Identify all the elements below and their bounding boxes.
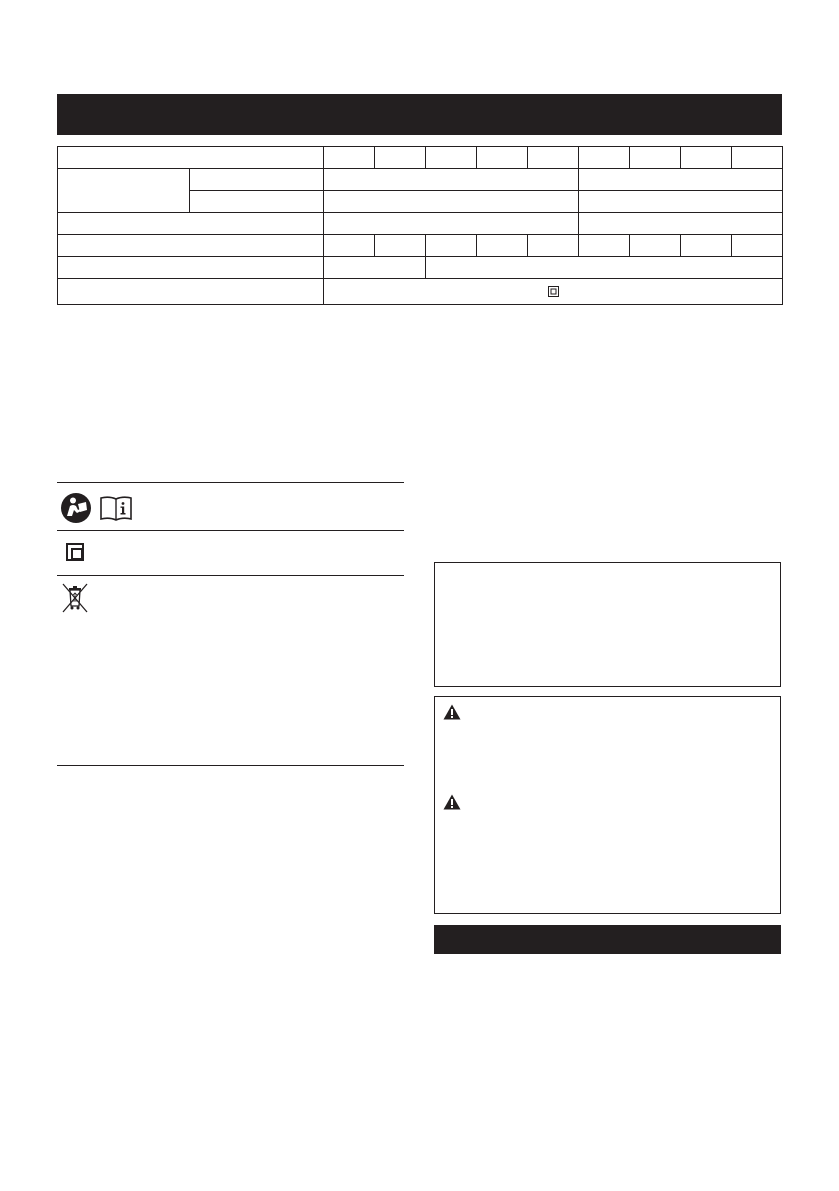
warning-triangle-icon [443,794,461,810]
double-insulation-icon [548,286,559,297]
value-cell [579,169,783,191]
model-cell [579,147,630,169]
value-cell [375,235,426,257]
table-row [58,147,783,169]
table-row [58,213,783,235]
value-cell [477,235,528,257]
value-cell [426,235,477,257]
section-heading-bar [434,925,781,954]
table-row [58,279,783,305]
value-cell [324,169,579,191]
table-row [58,257,783,279]
value-cell [579,235,630,257]
specifications-table [57,146,783,305]
symbols-divider [57,530,404,531]
speed-sub-label-cell [190,191,324,213]
read-manual-icon [60,492,140,524]
value-cell [528,235,579,257]
symbol-row-read-manual [60,492,140,524]
model-cell [732,147,783,169]
value-cell [630,235,681,257]
table-row [58,235,783,257]
warning-box [434,696,781,914]
double-insulation-icon [66,543,84,561]
value-cell [579,191,783,213]
notice-box [434,562,781,687]
weight-label-cell [58,257,324,279]
value-cell [324,191,579,213]
speed-sub-label-cell [190,169,324,191]
value-cell [426,257,783,279]
value-cell [732,235,783,257]
specifications-heading-bar [57,94,782,135]
model-cell [681,147,732,169]
model-cell [477,147,528,169]
value-cell [324,235,375,257]
speed-label-cell [58,169,190,213]
length-label-cell [58,235,324,257]
crossed-out-bin-icon [61,582,89,614]
model-cell [324,147,375,169]
symbols-top-rule [57,482,404,483]
model-cell [630,147,681,169]
symbols-divider [57,575,404,576]
capacity-label-cell [58,213,324,235]
safety-class-label-cell [58,279,324,305]
value-cell [324,213,579,235]
symbols-bottom-rule [57,765,404,766]
value-cell [579,213,783,235]
value-cell [681,235,732,257]
value-cell [324,257,426,279]
warning-triangle-icon [443,704,461,720]
model-cell [375,147,426,169]
model-cell [426,147,477,169]
table-row [58,169,783,191]
safety-class-value-cell [324,279,783,305]
model-label-cell [58,147,324,169]
model-cell [528,147,579,169]
